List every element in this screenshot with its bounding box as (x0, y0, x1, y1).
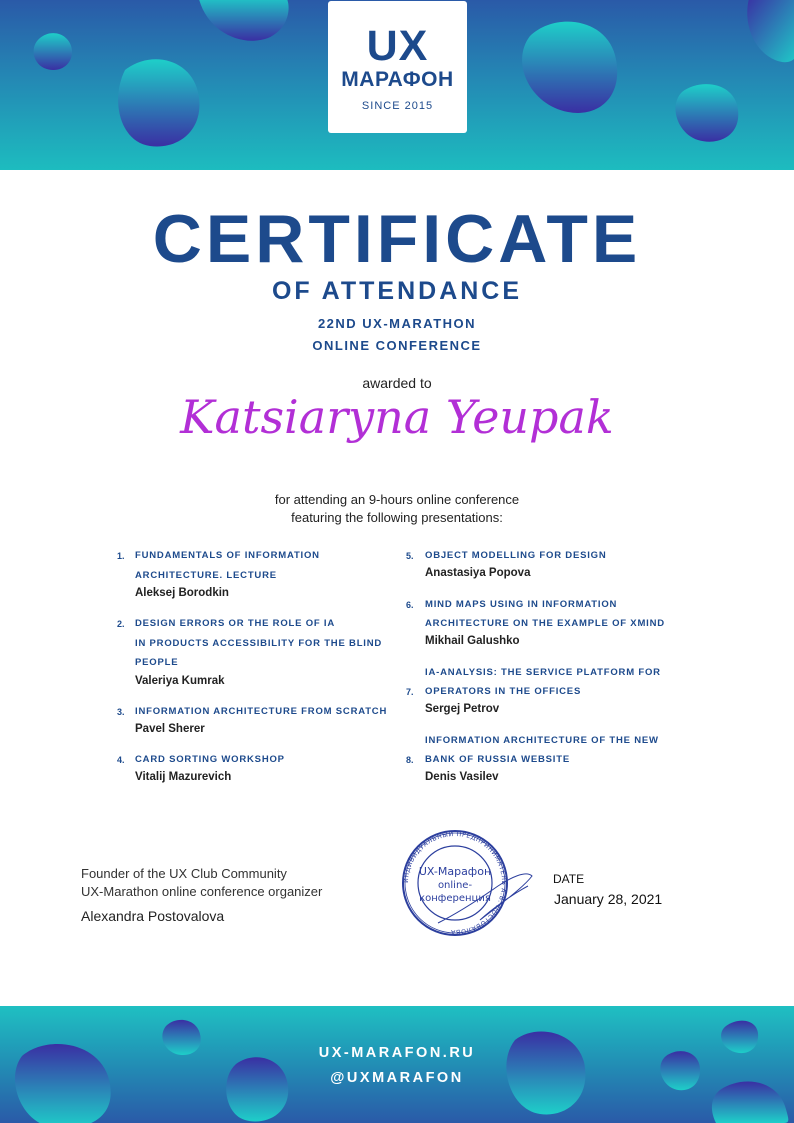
blob-shape (522, 22, 617, 113)
presentation-title: CARD SORTING WORKSHOP (135, 754, 285, 765)
presentation-title: FUNDAMENTALS OF INFORMATION (135, 550, 320, 561)
blob-shape (226, 1057, 288, 1121)
presentation-number: 8. (406, 755, 414, 765)
organizer-name: Alexandra Postovalova (81, 908, 225, 924)
brand-logo (328, 1, 467, 133)
presentation-title: IN PRODUCTS ACCESSIBILITY FOR THE BLIND (135, 638, 383, 649)
presentation-title: PEOPLE (135, 657, 179, 668)
certificate-title: CERTIFICATE (152, 201, 642, 277)
official-stamp (398, 828, 538, 940)
intro-line-1: for attending an 9-hours online conference (274, 492, 520, 507)
blob-shape (712, 1082, 788, 1123)
footer-band (0, 1006, 794, 1123)
presentation-title: OPERATORS IN THE OFFICES (425, 686, 582, 697)
stamp-ring-text: ИНДИВИДУАЛЬНЫЙ ПРЕДПРИНИМАТЕЛЬ А.В. ПОСТОВАЛОВА (402, 830, 508, 936)
presentation-title: ARCHITECTURE ON THE EXAMPLE OF XMIND (425, 618, 665, 629)
event-name-line-2: ONLINE CONFERENCE (312, 338, 482, 353)
footer-website: UX-MARAFON.RU (318, 1045, 476, 1061)
decorative-blobs (0, 1006, 794, 1123)
logo-ux-text: UX (366, 22, 429, 70)
date-label: DATE (553, 872, 585, 886)
presentation-speaker: Mikhail Galushko (425, 635, 520, 647)
presentation-title: DESIGN ERRORS OR THE ROLE OF IA (135, 618, 336, 629)
date-value: January 28, 2021 (554, 891, 663, 907)
presentation-title: MIND MAPS USING IN INFORMATION (425, 599, 618, 610)
awarded-to-label: awarded to (362, 375, 432, 391)
stamp-center-line-3: конференция (419, 893, 491, 904)
logo-brand-text: МАРАФОН (341, 68, 454, 91)
presentation-number: 3. (117, 707, 125, 717)
recipient-name: Katsiaryna Yeupak (180, 390, 614, 444)
presentation-speaker: Aleksej Borodkin (135, 587, 229, 599)
footer-handle: @UXMARAFON (330, 1070, 464, 1086)
organizer-role-line-2: UX-Marathon online conference organizer (81, 884, 323, 899)
presentation-number: 7. (406, 687, 414, 697)
blob-shape (118, 59, 199, 146)
presentation-speaker: Valeriya Kumrak (135, 675, 225, 687)
presentation-speaker: Sergej Petrov (425, 703, 500, 715)
presentation-number: 2. (117, 619, 125, 629)
stamp-center-line-1: UX-Марафон (418, 865, 492, 878)
organizer-role-line-1: Founder of the UX Club Community (81, 866, 287, 881)
presentation-speaker: Anastasiya Popova (425, 567, 531, 579)
presentation-speaker: Vitalij Mazurevich (135, 771, 232, 783)
presentation-title: OBJECT MODELLING FOR DESIGN (425, 550, 607, 561)
stamp-graphic (398, 828, 538, 940)
blob-shape (747, 0, 794, 62)
certificate-subtitle: OF ATTENDANCE (271, 277, 523, 305)
presentation-title: INFORMATION ARCHITECTURE OF THE NEW (425, 735, 659, 746)
presentation-speaker: Pavel Sherer (135, 723, 205, 735)
logo-since-text: SINCE 2015 (361, 100, 434, 112)
presentation-title: BANK OF RUSSIA WEBSITE (425, 754, 570, 765)
blob-shape (198, 0, 289, 41)
presentation-title: IA-ANALYSIS: THE SERVICE PLATFORM FOR (425, 667, 661, 678)
presentation-number: 6. (406, 600, 414, 610)
presentation-title: ARCHITECTURE. LECTURE (135, 570, 277, 581)
presentation-title: INFORMATION ARCHITECTURE FROM SCRATCH (135, 706, 388, 717)
presentation-number: 5. (406, 551, 414, 561)
blob-shape (675, 84, 738, 142)
blob-shape (34, 33, 72, 70)
presentation-speaker: Denis Vasilev (425, 771, 499, 783)
presentation-number: 1. (117, 551, 125, 561)
intro-line-2: featuring the following presentations: (291, 510, 503, 525)
stamp-center-line-2: online- (437, 880, 473, 891)
presentation-number: 4. (117, 755, 125, 765)
event-name-line-1: 22ND UX-MARATHON (317, 316, 477, 331)
